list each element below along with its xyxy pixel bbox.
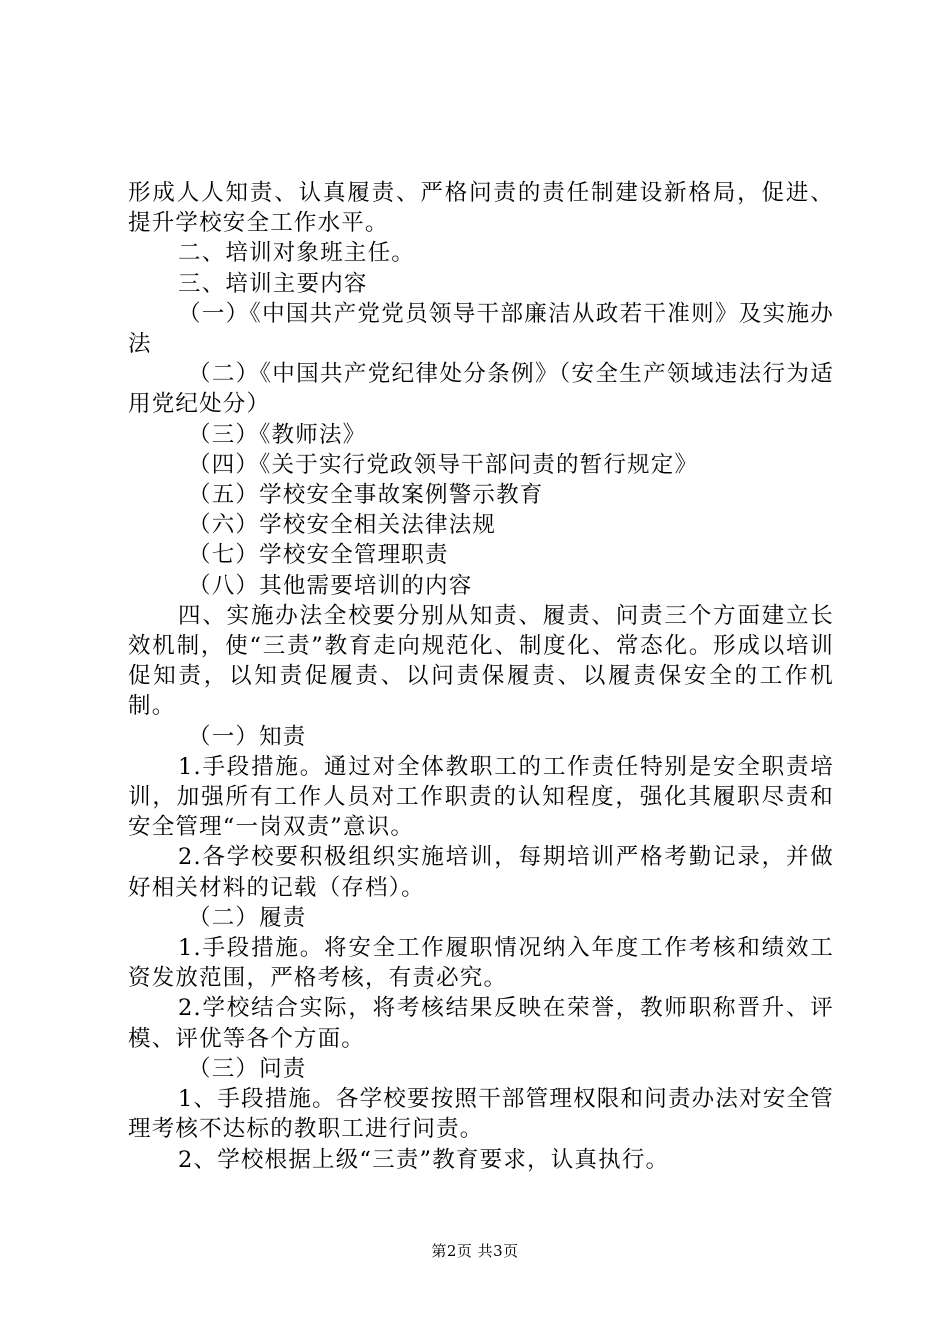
page-number-label: 第2页 共3页 bbox=[431, 1242, 519, 1260]
paragraph: 2.学校结合实际，将考核结果反映在荣誉，教师职称晋升、评模、评优等各个方面。 bbox=[128, 995, 834, 1052]
paragraph: 四、实施办法全校要分别从知责、履责、问责三个方面建立长效机制，使“三责”教育走向规范化、制度化、常态化。形成以培训促知责，以知责促履责、以问责保履责、以履责保安全的工作机制。 bbox=[128, 602, 834, 720]
document-body bbox=[128, 178, 834, 1175]
paragraph: （二）《中国共产党纪律处分条例》（安全生产领域违法行为适用党纪处分） bbox=[128, 361, 834, 418]
paragraph: （一）《中国共产党党员领导干部廉洁从政若干准则》及实施办法 bbox=[128, 300, 834, 358]
paragraph: 1.手段措施。通过对全体教职工的工作责任特别是安全职责培训，加强所有工作人员对工作职责的认知程度，强化其履职尽责和安全管理“一岗双责”意识。 bbox=[128, 753, 834, 841]
paragraph: 二、培训对象班主任。 bbox=[178, 240, 416, 267]
paragraph: （八）其他需要培训的内容 bbox=[188, 572, 473, 599]
paragraph: （三）问责 bbox=[188, 1055, 307, 1082]
paragraph: （五）学校安全事故案例警示教育 bbox=[188, 482, 544, 509]
paragraph: （一）知责 bbox=[188, 723, 307, 750]
paragraph: 2.各学校要积极组织实施培训，每期培训严格考勤记录，并做好相关材料的记载（存档）。 bbox=[128, 844, 834, 901]
paragraph: 1、手段措施。各学校要按照干部管理权限和问责办法对安全管理考核不达标的教职工进行问责。 bbox=[128, 1086, 834, 1143]
paragraph: （七）学校安全管理职责 bbox=[188, 542, 449, 569]
paragraph: （六）学校安全相关法律法规 bbox=[188, 512, 497, 539]
paragraph: 形成人人知责、认真履责、严格问责的责任制建设新格局，促进、提升学校安全工作水平。 bbox=[128, 180, 834, 237]
paragraph: （三）《教师法》 bbox=[188, 421, 367, 448]
paragraph: 2、学校根据上级“三责”教育要求，认真执行。 bbox=[178, 1146, 670, 1173]
paragraph: （四）《关于实行党政领导干部问责的暂行规定》 bbox=[188, 451, 699, 478]
paragraph: 1.手段措施。将安全工作履职情况纳入年度工作考核和绩效工资发放范围，严格考核，有责必究。 bbox=[128, 935, 834, 992]
paragraph: （二）履责 bbox=[188, 904, 307, 931]
paragraph: 三、培训主要内容 bbox=[178, 270, 368, 297]
page-footer bbox=[0, 1240, 950, 1261]
